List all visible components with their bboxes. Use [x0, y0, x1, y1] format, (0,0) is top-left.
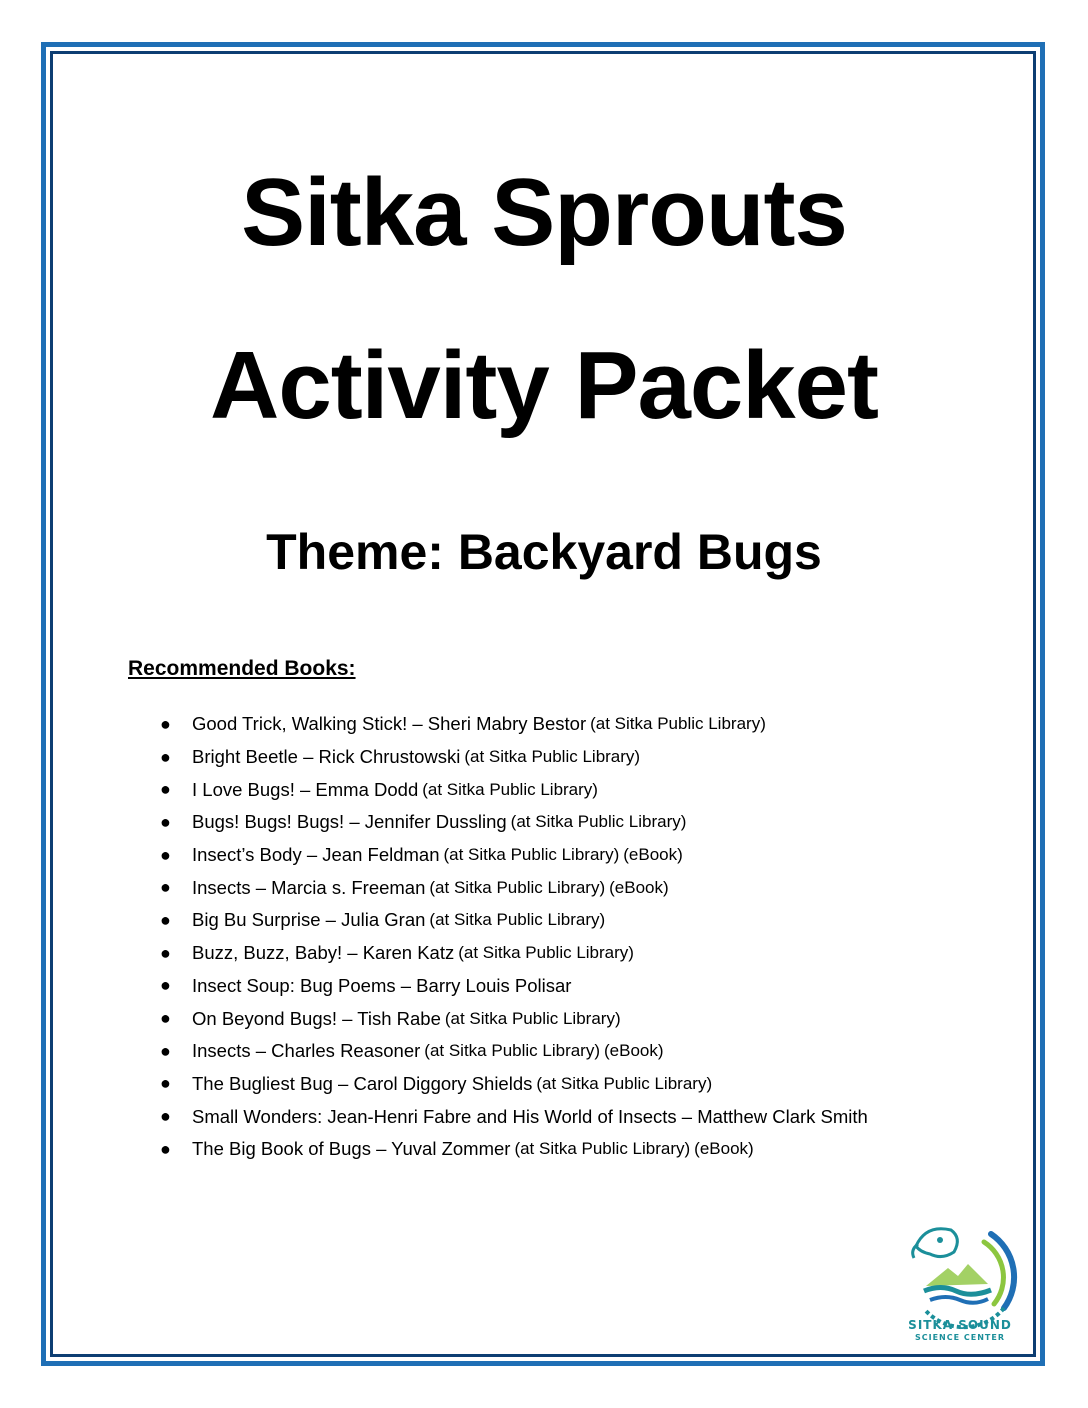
book-item — [160, 937, 1020, 970]
book-item — [160, 741, 1020, 774]
book-title: Bright Beetle – Rick Chrustowski — [192, 746, 461, 768]
title-line-1: Sitka Sprouts — [241, 159, 847, 266]
ebook-note: (eBook) — [604, 1041, 664, 1061]
bullet-icon: ● — [160, 942, 171, 963]
book-title: Insects – Marcia s. Freeman — [192, 876, 426, 898]
book-title: Insects – Charles Reasoner — [192, 1040, 421, 1062]
book-title: Good Trick, Walking Stick! – Sheri Mabry Bestor — [192, 713, 587, 735]
book-title: Small Wonders: Jean-Henri Fabre and His World of Insects – Matthew Clark Smith — [192, 1105, 868, 1127]
library-note: (at Sitka Public Library) — [514, 1139, 691, 1159]
recommended-books-heading: Recommended Books: — [128, 657, 356, 680]
bullet-icon: ● — [160, 844, 171, 865]
book-item — [160, 970, 1020, 1003]
library-note: (at Sitka Public Library) — [590, 714, 766, 734]
book-title: Big Bu Surprise – Julia Gran — [192, 909, 426, 931]
library-note: (at Sitka Public Library) — [424, 1041, 601, 1061]
bullet-icon: ● — [160, 746, 171, 767]
book-title: I Love Bugs! – Emma Dodd — [192, 778, 419, 800]
bullet-icon: ● — [160, 1073, 171, 1094]
book-title: Insect Soup: Bug Poems – Barry Louis Polisar — [192, 974, 572, 996]
library-note: (at Sitka Public Library) — [510, 812, 687, 832]
logo-text-line-2: SCIENCE CENTER — [914, 1333, 1005, 1342]
book-item — [160, 708, 1020, 741]
ebook-note: (eBook) — [609, 877, 669, 897]
book-item — [160, 839, 1020, 872]
bullet-icon: ● — [160, 811, 171, 832]
library-note: (at Sitka Public Library) — [536, 1073, 713, 1093]
book-title: The Bugliest Bug – Carol Diggory Shields — [192, 1072, 533, 1094]
bullet-icon: ● — [160, 975, 171, 996]
bullet-icon: ● — [160, 909, 171, 930]
library-note: (at Sitka Public Library) — [429, 910, 606, 930]
ebook-note: (eBook) — [694, 1139, 754, 1159]
title-line-2: Activity Packet — [209, 332, 878, 439]
book-title: Bugs! Bugs! Bugs! – Jennifer Dussling — [192, 811, 507, 833]
library-note: (at Sitka Public Library) — [444, 1008, 621, 1028]
bullet-icon: ● — [160, 779, 171, 800]
book-title: The Big Book of Bugs – Yuval Zommer — [192, 1138, 511, 1160]
book-item — [160, 871, 1020, 904]
bullet-icon: ● — [160, 877, 171, 898]
book-item — [160, 1035, 1020, 1068]
book-item — [160, 1100, 1020, 1133]
book-item — [160, 1133, 1020, 1166]
book-item — [160, 806, 1020, 839]
book-title: Insect’s Body – Jean Feldman — [192, 844, 440, 866]
bullet-icon: ● — [160, 1040, 171, 1061]
library-note: (at Sitka Public Library) — [458, 943, 634, 963]
bullet-icon: ● — [160, 713, 171, 734]
library-note: (at Sitka Public Library) — [429, 877, 606, 897]
book-list — [160, 708, 1020, 1166]
book-item — [160, 904, 1020, 937]
book-title: Buzz, Buzz, Baby! – Karen Katz — [192, 942, 455, 964]
ebook-note: (eBook) — [623, 845, 683, 865]
library-note: (at Sitka Public Library) — [443, 845, 620, 865]
book-title: On Beyond Bugs! – Tish Rabe — [192, 1007, 441, 1029]
logo-text-line-1: SITKA SOUND — [908, 1318, 1012, 1332]
book-item — [160, 1002, 1020, 1035]
book-item — [160, 1068, 1020, 1101]
bullet-icon: ● — [160, 1008, 171, 1029]
library-note: (at Sitka Public Library) — [422, 779, 598, 799]
bullet-icon: ● — [160, 1138, 171, 1159]
book-item — [160, 773, 1020, 806]
bullet-icon: ● — [160, 1106, 171, 1127]
theme-heading: Theme: Backyard Bugs — [266, 524, 822, 580]
library-note: (at Sitka Public Library) — [464, 747, 641, 767]
